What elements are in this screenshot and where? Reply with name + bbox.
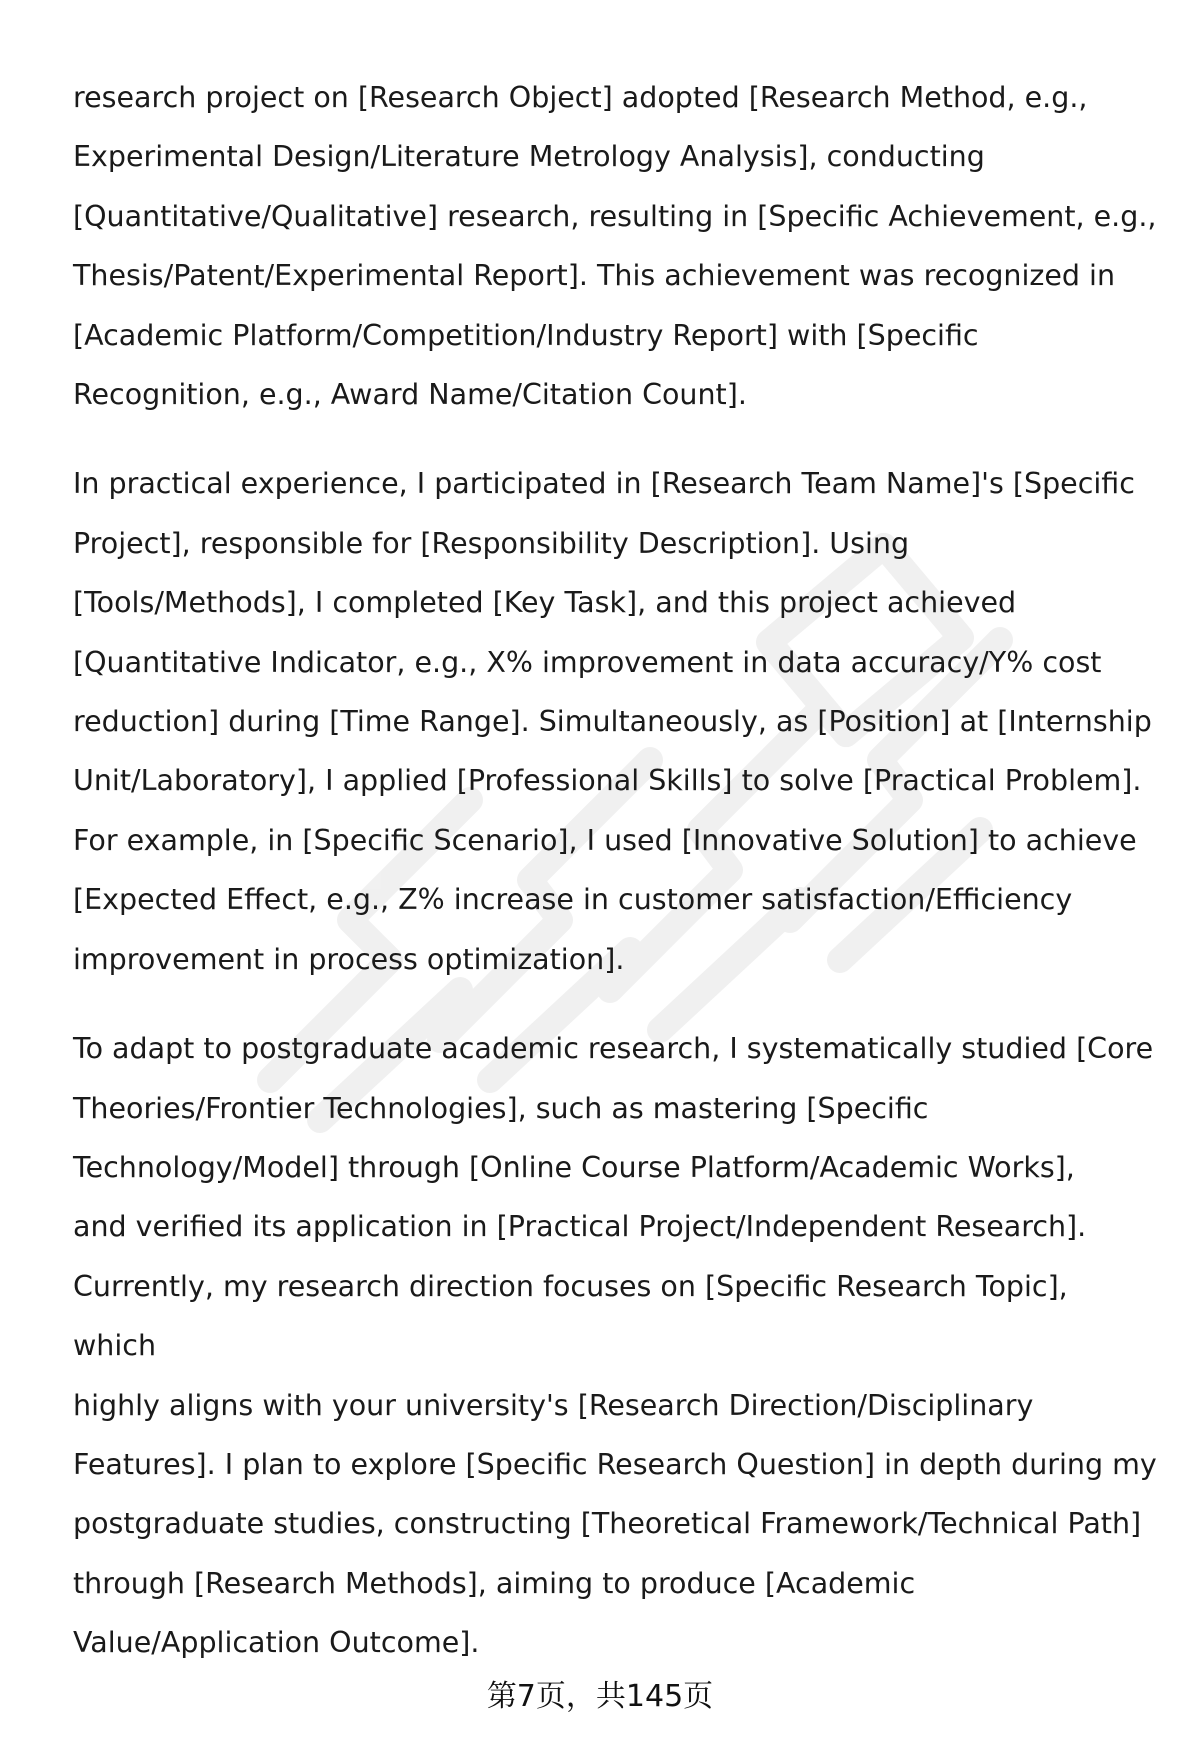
- page-number-footer: 第7页，共145页: [486, 1679, 714, 1714]
- paragraph-practical-experience: In practical experience, I participated in [Research Team Name]'s [Specific Project], responsible for [Responsibility Description]. Using [Tools/Methods], I completed [Key Task], and this project achieved [Quantitative Indicator, e.g., X% improvement in data accuracy/Y% cost reduction] during [Time Range]. Simultaneously, as [Position] at [Internship Unit/Laboratory], I applied [Professional Skills] to solve [Practical Problem]. For example, in [Specific Scenario], I used [Innovative Solution] to achieve [Expected Effect, e.g., Z% increase in customer satisfaction/Efficiency improvement in process optimization].: [73, 467, 1152, 976]
- document-body: [73, 68, 1158, 1703]
- paragraph-postgraduate-research: To adapt to postgraduate academic research, I systematically studied [Core Theories/Frontier Technologies], such as mastering [Specific Technology/Model] through [Online Course Platform/Academic Works], and verified its application in [Practical Project/Independent Research]. Currently, my research direction focuses on [Specific Research Topic], which highly aligns with your university's [Research Direction/Disciplinary Features]. I plan to explore [Specific Research Question] in depth during my postgraduate studies, constructing [Theoretical Framework/Technical Path] through [Research Methods], aiming to produce [Academic Value/Application Outcome].: [73, 1032, 1157, 1660]
- paragraph-research-project: research project on [Research Object] adopted [Research Method, e.g., Experimental Design/Literature Metrology Analysis], conducting [Quantitative/Qualitative] research, resulting in [Specific Achievement, e.g., Thesis/Patent/Experimental Report]. This achievement was recognized in [Academic Platform/Competition/Industry Report] with [Specific Recognition, e.g., Award Name/Citation Count].: [73, 81, 1157, 412]
